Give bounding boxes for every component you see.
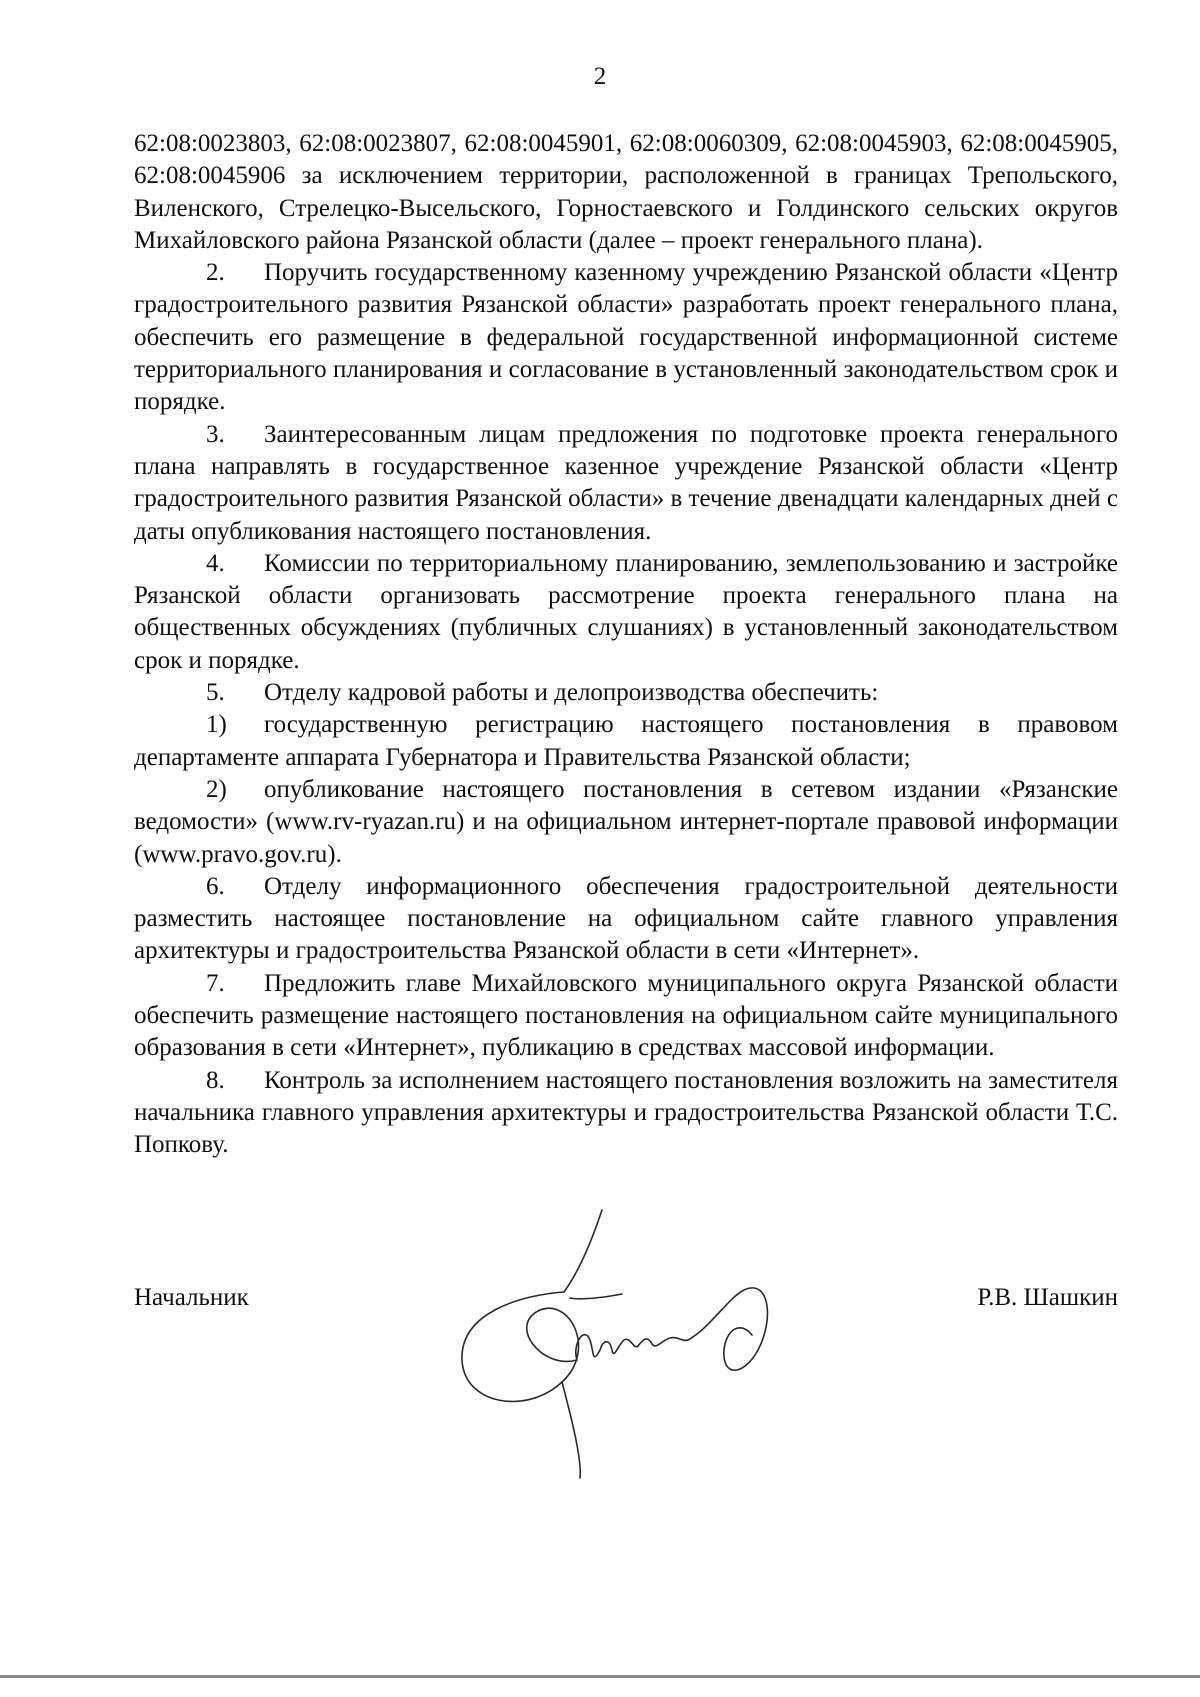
scan-bottom-edge	[0, 1675, 1200, 1678]
subitem-text: опубликование настоящего постановления в сетевом издании «Рязанские ведомости» (www.rv-ryazan.ru) и на официальном интернет-портале правовой информации (www.pravo.gov.ru).	[134, 775, 1118, 868]
paragraph-6	[134, 871, 1118, 968]
paragraph-2	[134, 257, 1118, 418]
page-number: 2	[593, 63, 607, 90]
paragraph-text: 62:08:0023803, 62:08:0023807, 62:08:0045901, 62:08:0060309, 62:08:0045903, 62:08:0045905, 62:08:0045906 за исключением территории, расположенной в границах Трепольского, Виленского, Стрелецко-Высельского, Горностаевского и Голдинского сельских округов Михайловского района Рязанской области (далее – проект генерального плана).	[134, 130, 1118, 254]
paragraph-7	[134, 968, 1118, 1065]
signatory-position: Начальник	[134, 1284, 249, 1311]
paragraph-number: 5.	[206, 679, 225, 707]
paragraph-1-continuation	[134, 128, 1118, 257]
paragraph-number: 4.	[206, 549, 225, 577]
document-body	[134, 128, 1118, 1162]
subitem-text: государственную регистрацию настоящего постановления в правовом департаменте аппарата Губернатора и Правительства Рязанской области;	[134, 711, 1118, 771]
paragraph-text: Предложить главе Михайловского муниципального округа Рязанской области обеспечить размещение настоящего постановления на официальном сайте муниципального образования в сети «Интернет», публикацию в средствах массовой информации.	[134, 969, 1118, 1062]
paragraph-number: 3.	[206, 420, 225, 448]
signatory-name: Р.В. Шашкин	[977, 1284, 1118, 1311]
subitem-number: 2)	[206, 775, 227, 803]
paragraph-8	[134, 1065, 1118, 1162]
paragraph-text: Отделу кадровой работы и делопроизводства обеспечить:	[264, 679, 879, 707]
paragraph-text: Заинтересованным лицам предложения по подготовке проекта генерального плана направлять в государственное казенное учреждение Рязанской области «Центр градостроительного развития Рязанской области» в течение двенадцати календарных дней с даты опубликования настоящего постановления.	[134, 420, 1118, 545]
paragraph-5	[134, 677, 1118, 709]
paragraph-text: Отделу информационного обеспечения градостроительной деятельности разместить настоящее постановление на официальном сайте главного управления архитектуры и градостроительства Рязанской области в сети «Интернет».	[134, 872, 1118, 965]
subitem-number: 1)	[206, 711, 227, 739]
handwritten-signature	[452, 1200, 792, 1480]
paragraph-text: Контроль за исполнением настоящего постановления возложить на заместителя начальника главного управления архитектуры и градостроительства Рязанской области Т.С. Попкову.	[134, 1066, 1118, 1159]
paragraph-number: 7.	[206, 969, 225, 997]
paragraph-text: Поручить государственному казенному учреждению Рязанской области «Центр градостроительного развития Рязанской области» разработать проект генерального плана, обеспечить его размещение в федеральной государственной информационной системе территориального планирования и согласование в установленный законодательством срок и порядке.	[134, 259, 1118, 416]
paragraph-text: Комиссии по территориальному планированию, землепользованию и застройке Рязанской области организовать рассмотрение проекта генерального плана на общественных обсуждениях (публичных слушаниях) в установленный законодательством срок и порядке.	[134, 549, 1118, 674]
paragraph-number: 6.	[206, 872, 225, 900]
subitem-5-2	[134, 774, 1118, 871]
paragraph-3	[134, 419, 1118, 548]
paragraph-number: 8.	[206, 1066, 225, 1094]
paragraph-number: 2.	[206, 259, 225, 287]
paragraph-4	[134, 548, 1118, 677]
subitem-5-1	[134, 709, 1118, 774]
